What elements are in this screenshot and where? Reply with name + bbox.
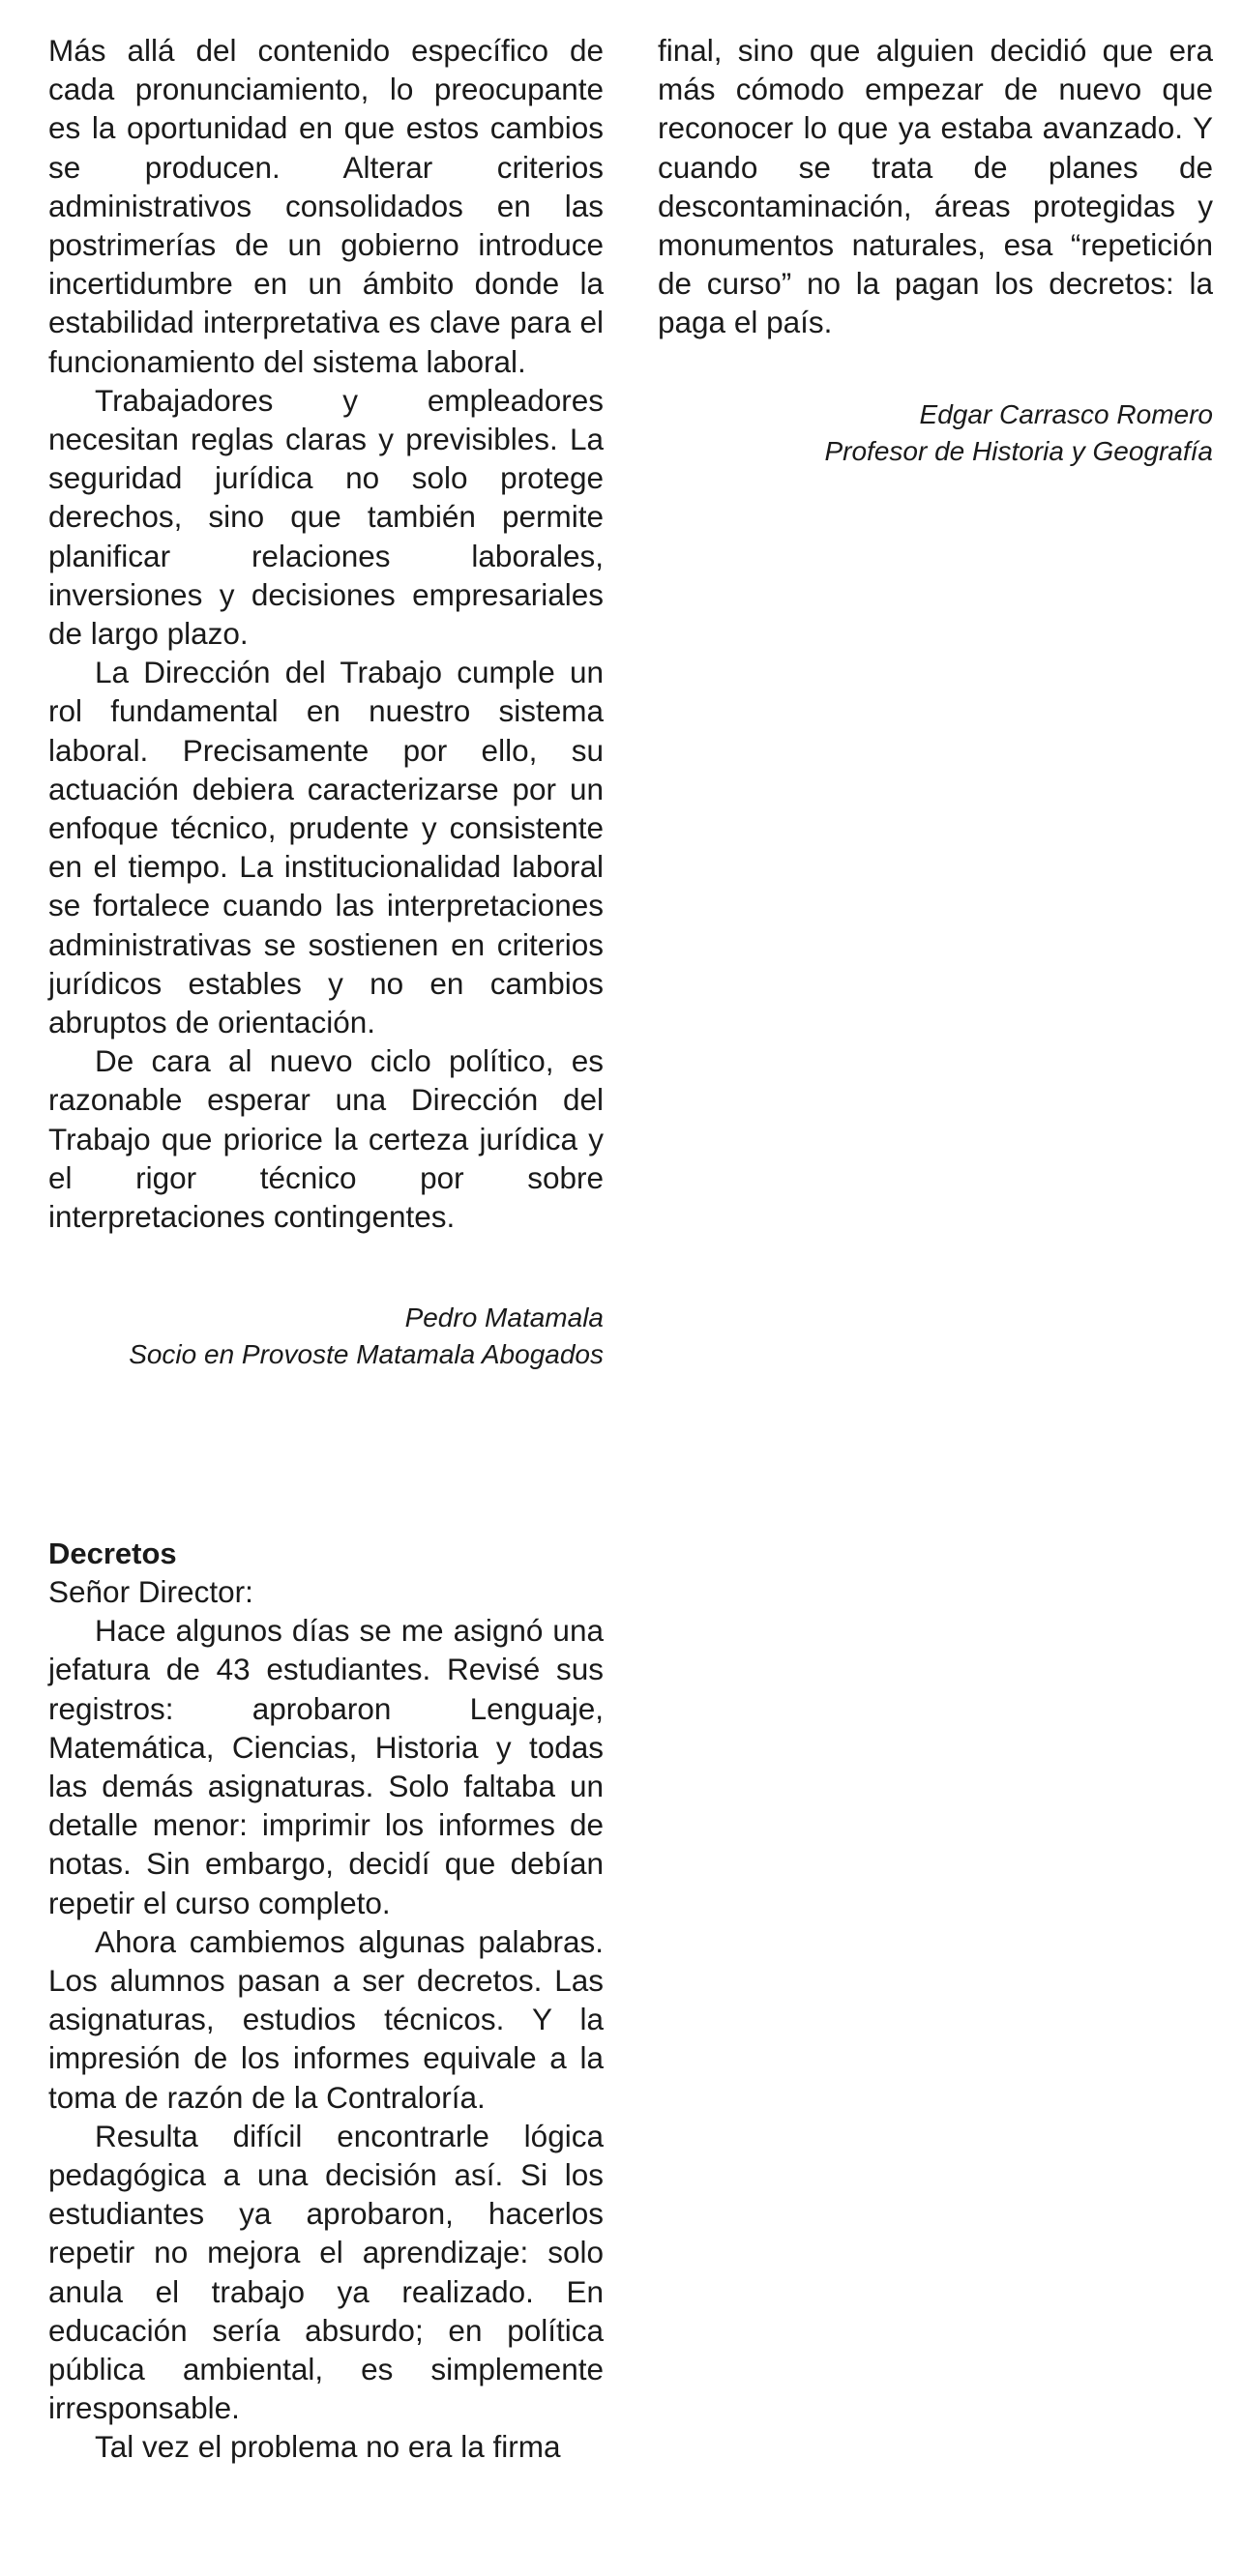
letter1-author-role: Socio en Provoste Matamala Abogados [129,1339,604,1370]
letter1-paragraph-2: Trabajadores y empleadores necesitan reglas claras y previsibles. La seguridad jurídica no solo protege derechos, sino que también permite planificar relaciones laborales, inversiones y decisiones empresariales de largo plazo. [48,382,604,652]
letter-decretos [48,1536,604,2467]
letter1-paragraph-1: Más allá del contenido específico de cada pronunciamiento, lo preocupante es la oportunidad en que estos cambios se producen. Alterar criterios administrativos consolidados en las postrimerías de un gobierno introduce incertidumbre en un ámbito donde la estabilidad interpretativa es clave para el funcionamiento del sistema laboral. [48,33,604,379]
letter1-paragraph-3: La Dirección del Trabajo cumple un rol fundamental en nuestro sistema laboral. Precisamente por ello, su actuación debiera caracterizarse por un enfoque técnico, prudente y consistente en el tiempo. La institucionalidad laboral se fortalece cuando las interpretaciones administrativas se sostienen en criterios jurídicos estables y no en cambios abruptos de orientación. [48,655,604,1040]
letter1-signature [48,1300,604,1373]
letter2-author-name: Edgar Carrasco Romero [919,398,1213,429]
letter2-continuation: final, sino que alguien decidió que era más cómodo empezar de nuevo que reconocer lo que ya estaba avanzado. Y cuando se trata de planes de descontaminación, áreas protegidas y monumentos naturales, esa “repetición de curso” no la pagan los decretos: la paga el país. [658,33,1213,340]
letter2-salutation: Señor Director: [48,1574,253,1609]
letter2-author-role: Profesor de Historia y Geografía [824,435,1213,466]
letter2-paragraph-1: Hace algunos días se me asignó una jefatura de 43 estudiantes. Revisé sus registros: aprobaron Lenguaje, Matemática, Ciencias, Historia y todas las demás asignaturas. Solo faltaba un detalle menor: imprimir los informes de notas. Sin embargo, decidí que debían repetir el curso completo. [48,1613,604,1920]
letter-pedro-matamala [48,31,604,1373]
letter2-signature [658,396,1213,470]
letter1-author-name: Pedro Matamala [404,1303,604,1333]
letter1-paragraph-4: De cara al nuevo ciclo político, es razonable esperar una Dirección del Trabajo que priorice la certeza jurídica y el rigor técnico por sobre interpretaciones contingentes. [48,1043,604,1235]
letter2-paragraph-2: Ahora cambiemos algunas palabras. Los alumnos pasan a ser decretos. Las asignaturas, estudios técnicos. Y la impresión de los informes equivale a la toma de razón de la Contraloría. [48,1923,604,2115]
letter2-paragraph-3: Resulta difícil encontrarle lógica pedagógica a una decisión así. Si los estudiantes ya aprobaron, hacerlos repetir no mejora el aprendizaje: solo anula el trabajo ya realizado. En educación sería absurdo; en política pública ambiental, es simplemente irresponsable. [48,2118,604,2426]
letter2-paragraph-4: Tal vez el problema no era la firma [95,2429,561,2465]
letter2-title: Decretos [48,1537,177,1570]
letter2-continuation-column [658,31,1213,470]
